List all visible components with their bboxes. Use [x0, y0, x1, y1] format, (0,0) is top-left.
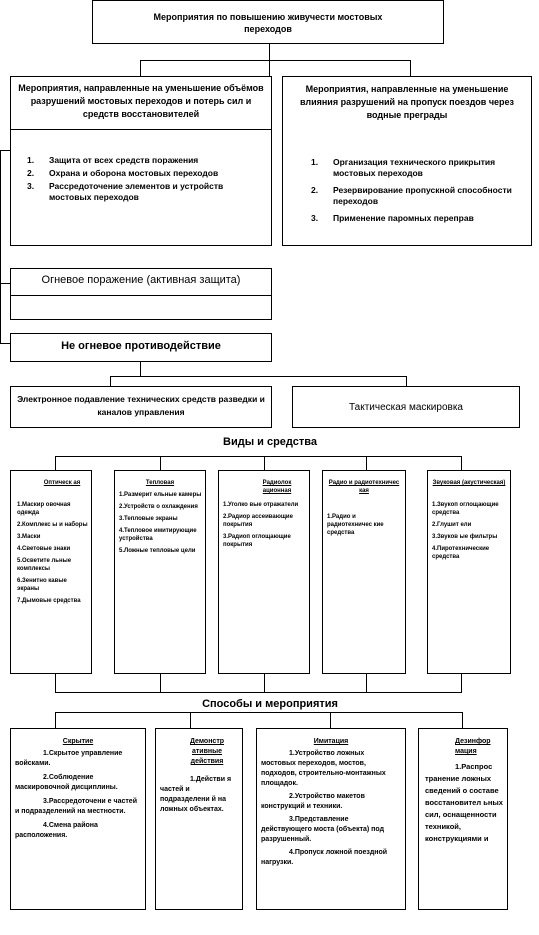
fire-damage-title: Огневое поражение (активная защита): [41, 274, 241, 286]
type-items: [432, 501, 507, 561]
type-item: 3.Звуков ые фильтры: [432, 534, 498, 540]
tactical-camouflage-box: [292, 386, 520, 428]
connector-type-bottom-2: [160, 674, 161, 692]
type-title: Звуковая (акустическая): [432, 480, 506, 486]
type-item: 7.Дымовые средства: [17, 598, 81, 604]
method-title: Имитация: [313, 738, 349, 745]
method-title: Демонстр ативные действия: [189, 738, 225, 765]
list-item: 2. Резервирование пропускной способности переходов: [311, 185, 512, 206]
connector-type-bottom-5: [461, 674, 462, 692]
method-item: 4.Смена района расположения.: [15, 822, 98, 839]
method-item: 1.Скрытое управление войсками.: [15, 750, 123, 767]
list-item: 2. Охрана и оборона мостовых переходов: [27, 168, 219, 178]
left-measures-list: [21, 155, 267, 205]
type-items: [119, 491, 202, 555]
type-item: 3.Радиоп оглощающие покрытия: [223, 534, 291, 548]
type-box-radar: [218, 470, 310, 674]
type-item: 3.Тепловые экраны: [119, 516, 178, 522]
types-heading: Виды и средства: [223, 436, 317, 448]
type-item: 1.Уголко вые отражатели: [223, 502, 299, 508]
type-item: 1.Размерит ельные камеры: [119, 492, 202, 498]
connector-type-2: [160, 456, 161, 470]
left-measures-divider: [11, 129, 271, 130]
connector-method-2: [190, 712, 191, 728]
type-item: 5.Ложные тепловые цели: [119, 548, 196, 554]
connector-side-bracket: [0, 150, 1, 343]
method-item: 2.Соблюдение маскировочной дисциплины.: [15, 774, 118, 791]
method-item: 2.Устройство макетов конструкций и техники.: [261, 793, 365, 810]
method-items: [425, 761, 503, 845]
type-item: 1.Маскир овочная одежда: [17, 502, 71, 516]
fire-damage-divider: [11, 295, 271, 296]
method-items: [15, 749, 141, 841]
type-item: 4.Тепловое имитирующие устройства: [119, 528, 197, 542]
method-item: 1.Распрос транение ложных сведений о составе восстановител ьных сил, оснащенности техникой, конструкциями и: [425, 762, 503, 843]
nonfire-counteraction-box: [10, 333, 272, 362]
type-item: 2.Комплекс ы и наборы: [17, 522, 88, 528]
connector-split-horizontal: [110, 376, 406, 377]
connector-method-1: [55, 712, 56, 728]
method-item: 1.Действи я частей и подразделени й на ложных объектах.: [160, 776, 232, 813]
fire-damage-box: [10, 268, 272, 320]
type-item: 1.Звукоп оглощающие средства: [432, 502, 499, 516]
connector-method-4: [462, 712, 463, 728]
type-item: 3.Маски: [17, 534, 41, 540]
type-box-radio: [322, 470, 406, 674]
connector-method-3: [330, 712, 331, 728]
right-measures-title: Мероприятия, направленные на уменьшение влияния разрушений на пропуск поездов через водные преграды: [299, 84, 515, 120]
method-box-concealment: [10, 728, 146, 910]
method-item: 1.Устройство ложных мостовых переходов, мостов, подходов, строительно-монтажных площадок.: [261, 750, 386, 787]
connector-types-bottom-horizontal: [55, 692, 462, 693]
type-item: 5.Осветите льные комплексы: [17, 558, 72, 572]
top-title-box: [92, 0, 444, 44]
type-items: [327, 513, 402, 537]
list-item: 3. Рассредоточение элементов и устройств мостовых переходов: [27, 181, 224, 202]
method-box-demonstrative: [155, 728, 243, 910]
list-item: 3. Применение паромных переправ: [311, 213, 474, 223]
left-measures-title: Мероприятия, направленные на уменьшение объёмов разрушений мостовых переходов и потерь сил и средств восстановителей: [18, 83, 264, 119]
connector-type-bottom-3: [264, 674, 265, 692]
connector-methods-horizontal: [55, 712, 462, 713]
type-item: 6.Зенитно кавые экраны: [17, 578, 67, 592]
method-item: 4.Пропуск ложной поездной нагрузки.: [261, 849, 388, 866]
connector-type-4: [366, 456, 367, 470]
nonfire-counteraction-title: Не огневое противодействие: [61, 340, 221, 352]
method-item: 3.Рассредоточени е частей и подразделений на местности.: [15, 798, 137, 815]
right-measures-list: [305, 157, 527, 226]
tactical-camouflage-title: Тактическая маскировка: [349, 402, 463, 413]
electronic-suppression-box: [10, 386, 272, 428]
methods-heading: Способы и мероприятия: [150, 697, 390, 711]
type-item: 1.Радио и радиотехничес кие средства: [327, 514, 384, 536]
connector-type-5: [461, 456, 462, 470]
type-title: Радио и радиотехничес кая: [328, 480, 400, 494]
connector-electron-down: [110, 376, 111, 386]
type-item: 4.Пиротехнические средства: [432, 546, 490, 560]
type-box-thermal: [114, 470, 206, 674]
list-item: 1. Защита от всех средств поражения: [27, 155, 199, 165]
left-measures-box: [10, 76, 272, 246]
method-title: Дезинфор мация: [455, 738, 491, 755]
connector-tactical-down: [406, 376, 407, 386]
method-box-disinformation: [418, 728, 508, 910]
top-title: Мероприятия по повышению живучести мостовых переходов: [153, 12, 383, 34]
connector-nonfire-down: [140, 362, 141, 376]
connector-left-down: [140, 60, 141, 76]
type-item: 2.Устройств о охлаждения: [119, 504, 198, 510]
connector-type-bottom-1: [55, 674, 56, 692]
connector-type-bottom-4: [366, 674, 367, 692]
type-item: 4.Световые знаки: [17, 546, 71, 552]
type-items: [223, 501, 306, 549]
right-measures-box: [282, 76, 532, 246]
method-items: [160, 775, 238, 815]
type-item: 2.Глушит ели: [432, 522, 472, 528]
method-item: 3.Представление действующего моста (объекта) под разрушенный.: [261, 816, 385, 843]
connector-right-down: [410, 60, 411, 76]
connector-top-horizontal: [140, 60, 410, 61]
type-title: Оптическ ая: [43, 480, 81, 486]
connector-type-1: [55, 456, 56, 470]
type-items: [17, 501, 88, 605]
type-title: Тепловая: [145, 480, 175, 486]
method-box-imitation: [256, 728, 406, 910]
method-items: [261, 749, 401, 868]
type-box-acoustic: [427, 470, 511, 674]
method-title: Скрытие: [62, 738, 94, 745]
list-item: 1. Организация технического прикрытия мостовых переходов: [311, 157, 496, 178]
connector-type-3: [264, 456, 265, 470]
connector-types-horizontal: [55, 456, 462, 457]
type-box-optical: [10, 470, 92, 674]
type-title: Радиолок ационная: [262, 480, 292, 494]
electronic-suppression-title: Электронное подавление технических средств разведки и каналов управления: [17, 394, 265, 417]
type-item: 2.Радиор ассеивающие покрытия: [223, 514, 293, 528]
